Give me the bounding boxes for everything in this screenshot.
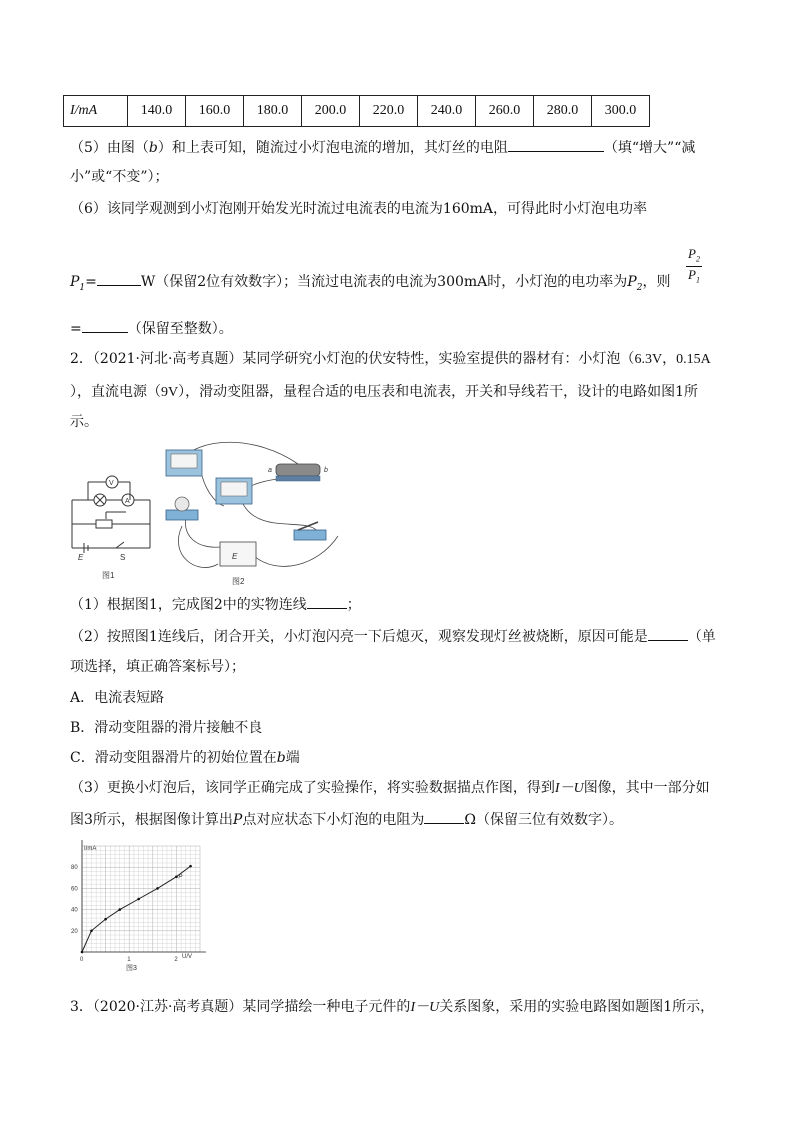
iu-chart-figure3	[60, 836, 210, 976]
chart-points	[81, 865, 192, 953]
q2-intro-line3: 示。	[70, 414, 98, 430]
q1-part5-line2: 小”或“不变”）；	[70, 169, 169, 185]
q2-sub3-line2: 图3所示，根据图像计算出P点对应状态下小灯泡的电阻为 Ω（保留三位有效数字）。	[70, 809, 623, 830]
table-cell: 160.0	[186, 96, 244, 127]
table-header-cell: I/mA	[64, 96, 128, 127]
table-cell: 280.0	[534, 96, 592, 127]
data-point	[189, 865, 192, 868]
answer-blank[interactable]	[82, 318, 128, 333]
bulb-base-icon	[166, 510, 198, 520]
q2-sub2-line2: 项选择，填正确答案标号）；	[70, 659, 245, 675]
battery-box-label: E	[232, 552, 238, 561]
table-row	[64, 96, 650, 127]
q2-sub2-line1: （2）按照图1连线后，闭合开关，小灯泡闪亮一下后熄灭，观察发现灯丝被烧断，原因可能是 （单	[70, 626, 716, 647]
y-tick-label: 20	[71, 928, 78, 935]
switch-label: S	[120, 553, 126, 562]
q2-sub1: （1）根据图1，完成图2中的实物连线 ；	[70, 594, 361, 615]
rheostat-end-a: a	[268, 467, 272, 474]
figure3-caption: 图3	[126, 965, 137, 972]
switch-icon	[294, 530, 326, 540]
data-point	[81, 951, 84, 954]
table-cell: 180.0	[244, 96, 302, 127]
bulb-icon	[175, 497, 189, 511]
q2-sub3-line1: （3）更换小灯泡后，该同学正确完成了实验操作，将实验数据描点作图，得到I－U图像，其中一部分如	[70, 780, 710, 796]
option-b: B．滑动变阻器的滑片接触不良	[70, 720, 263, 736]
answer-blank[interactable]	[648, 626, 688, 641]
table-cell: 200.0	[302, 96, 360, 127]
rheostat-icon	[276, 464, 320, 476]
table-cell: 240.0	[418, 96, 476, 127]
battery-label: E	[78, 553, 84, 562]
data-point	[118, 908, 121, 911]
y-tick-label: 60	[71, 886, 78, 893]
q3-intro-line1: 3．（2020·江苏·高考真题）某同学描绘一种电子元件的I－U关系图象，采用的实验电路图如题图1所示，	[70, 999, 715, 1015]
option-a: A．电流表短路	[70, 690, 165, 706]
chart-point-p-label: P	[178, 874, 183, 881]
ammeter-label: A	[125, 498, 130, 505]
data-point	[137, 898, 140, 901]
chart-grid	[82, 846, 200, 952]
battery-icon	[220, 542, 256, 566]
circuit-diagram-figure1	[66, 468, 156, 584]
data-point	[90, 930, 93, 933]
apparatus-figure2	[158, 436, 344, 588]
q1-part5-line1: （5）由图（b）和上表可知，随流过小灯泡电流的增加，其灯丝的电阻 （填“增大”“减	[70, 137, 695, 158]
table-cell: 140.0	[128, 96, 186, 127]
current-table	[63, 95, 650, 127]
x-tick-label: 2	[174, 957, 178, 963]
q1-part6-line1: （6）该同学观测到小灯泡刚开始发光时流过电流表的电流为160mA，可得此时小灯泡电功率	[70, 201, 648, 217]
table-cell: 260.0	[476, 96, 534, 127]
data-point	[104, 918, 107, 921]
q2-intro-line2: ），直流电源（9V），滑动变阻器，量程合适的电压表和电流表，开关和导线若干，设计的电路如图1所	[70, 384, 699, 400]
q2-intro-line1: 2．（2021·河北·高考真题）某同学研究小灯泡的伏安特性，实验室提供的器材有：小灯泡（6.3V，0.15A	[70, 351, 711, 367]
data-point	[175, 875, 178, 878]
voltmeter-label: V	[109, 480, 114, 487]
x-tick-label: 0	[80, 957, 84, 963]
y-tick-label: 40	[71, 907, 78, 914]
answer-blank[interactable]	[97, 271, 141, 286]
chart-y-label: I/mA	[84, 846, 97, 852]
chart-x-label: U/V	[182, 954, 193, 960]
answer-blank[interactable]	[508, 137, 604, 152]
answer-blank[interactable]	[307, 594, 347, 609]
figure2-caption: 图2	[232, 577, 245, 586]
table-cell: 300.0	[592, 96, 650, 127]
answer-blank[interactable]	[424, 809, 464, 824]
y-tick-label: 80	[71, 865, 78, 872]
q1-part6-line2: $P_1= W$（保留2位有效数字）；当流过电流表的电流为300mA时，小灯泡的电功率为$P_2$，则	[70, 271, 670, 298]
fraction-numerator: $P_2$	[688, 246, 700, 264]
rheostat-end-b: b	[324, 467, 328, 474]
fraction-denominator: $P_1$	[688, 267, 700, 285]
x-tick-label: 1	[127, 957, 131, 963]
data-point	[156, 887, 159, 890]
option-c: C．滑动变阻器滑片的初始位置在b端	[70, 750, 300, 766]
figure1-caption: 图1	[102, 571, 115, 580]
table-cell: 220.0	[360, 96, 418, 127]
q1-part6-line3: = （保留至整数）。	[70, 318, 233, 339]
